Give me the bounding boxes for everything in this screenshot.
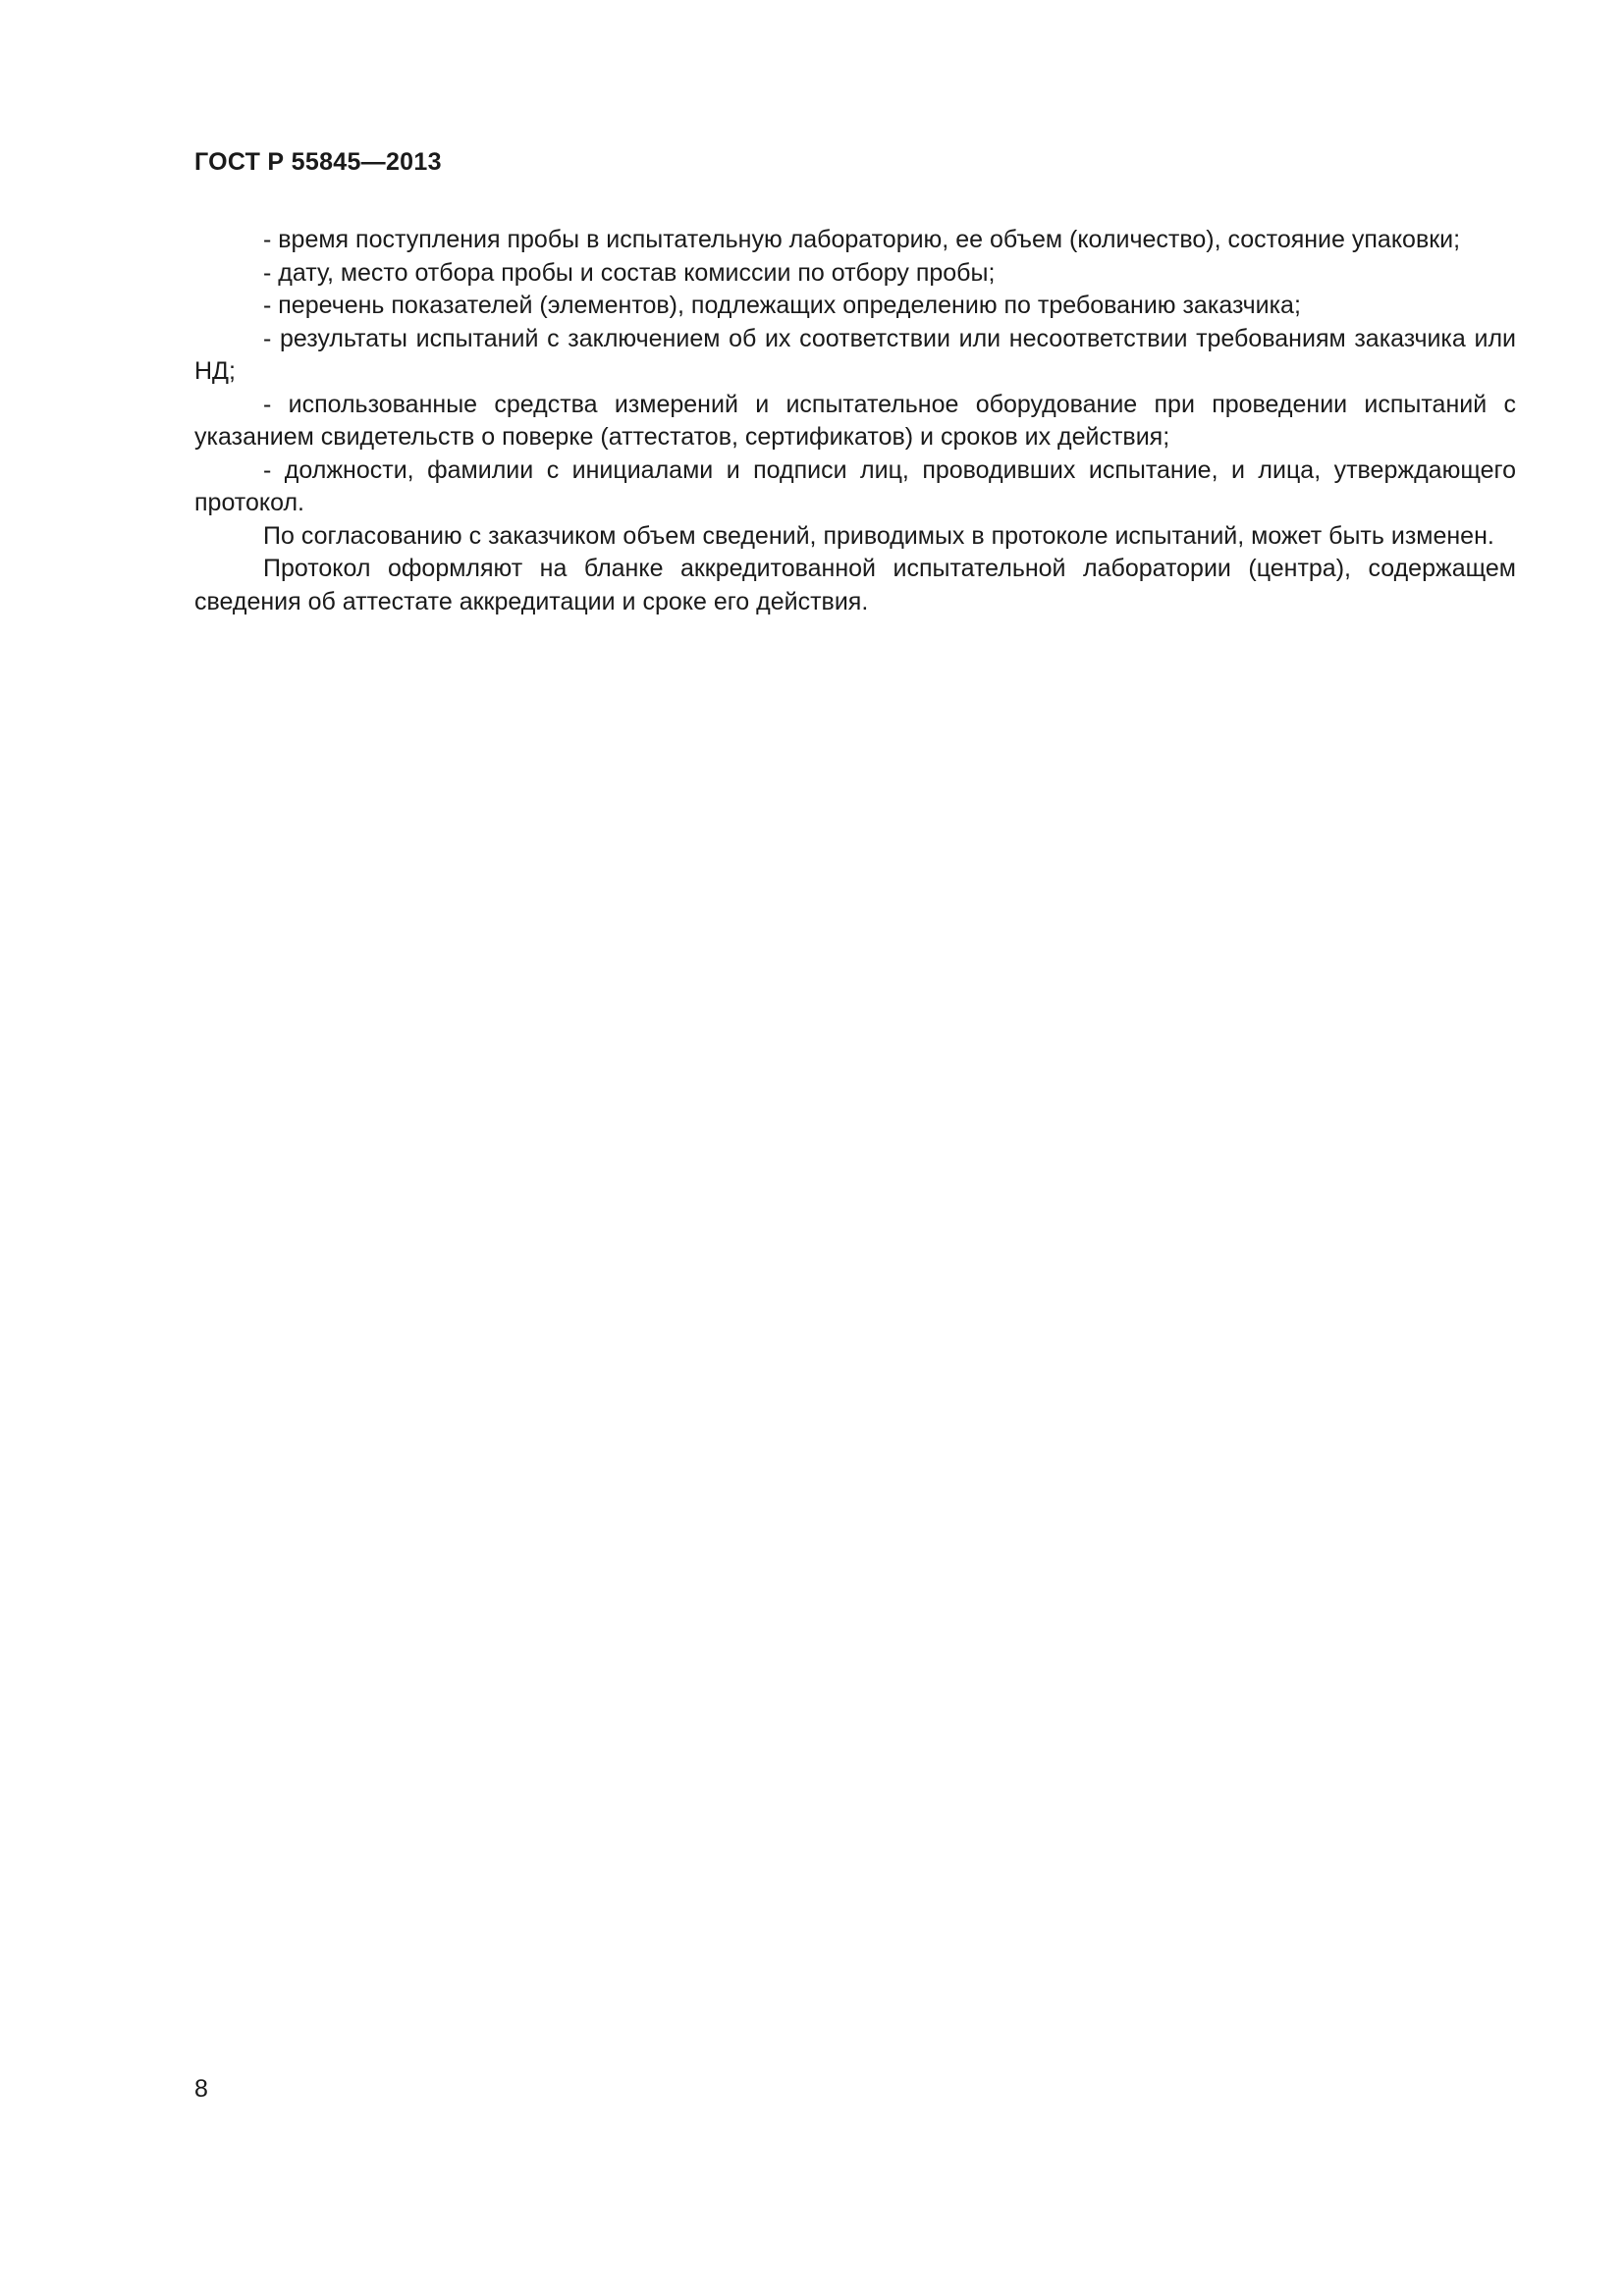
paragraph: - должности, фамилии с инициалами и подписи лиц, проводивших испытание, и лица, утверждающего протокол. (194, 455, 1516, 516)
document-body (194, 224, 1516, 618)
paragraph: - перечень показателей (элементов), подлежащих определению по требованию заказчика; (263, 292, 1301, 319)
paragraph: - результаты испытаний с заключением об их соответствии или несоответствии требованиям заказчика или НД; (194, 324, 1516, 385)
paragraph: Протокол оформляют на бланке аккредитованной испытательной лаборатории (центра), содержащем сведения об аттестате аккредитации и сроке его действия. (194, 555, 1516, 615)
paragraph: - время поступления пробы в испытательную лабораторию, ее объем (количество), состояние упаковки; (263, 226, 1461, 253)
document-header: ГОСТ Р 55845—2013 (194, 148, 442, 176)
paragraph: По согласованию с заказчиком объем сведений, приводимых в протоколе испытаний, может быть изменен. (263, 521, 1494, 550)
page-number: 8 (194, 2075, 208, 2103)
paragraph: - дату, место отбора пробы и состав комиссии по отбору пробы; (263, 258, 996, 287)
paragraph: - использованные средства измерений и испытательное оборудование при проведении испытаний с указанием свидетельств о поверке (аттестатов, сертификатов) и сроков их действия; (194, 390, 1516, 451)
